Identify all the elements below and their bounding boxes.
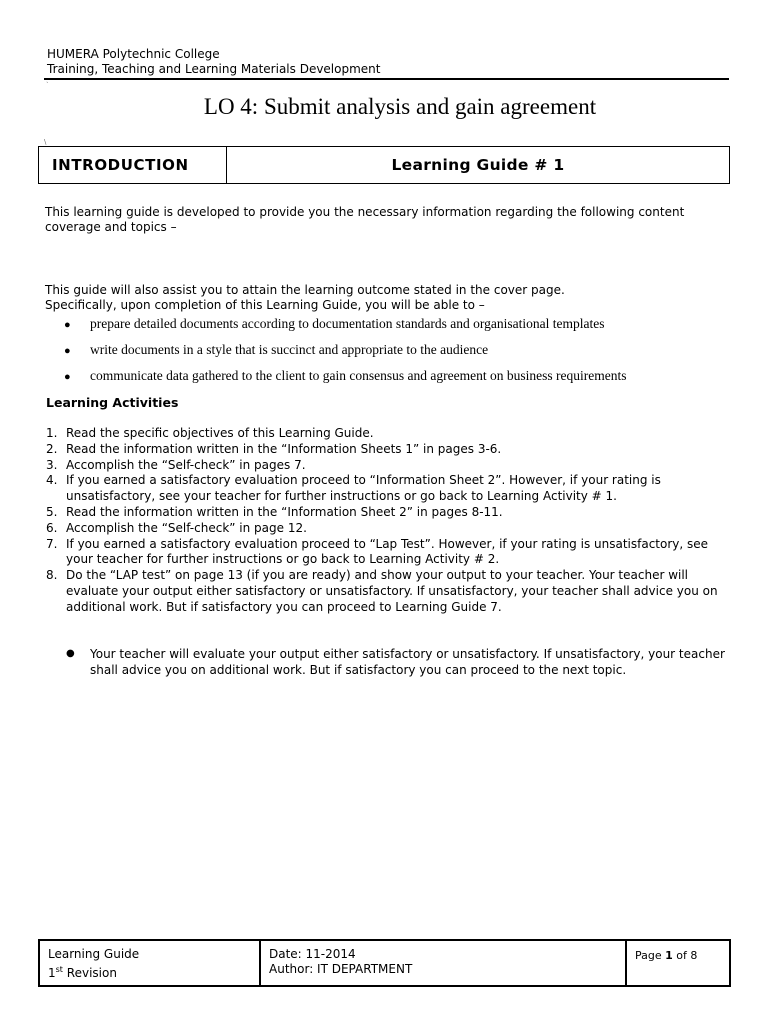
page-of: of <box>676 949 687 962</box>
footer-date: Date: 11-2014 <box>269 947 356 961</box>
learning-outcome-title: LO 4: Submit analysis and gain agreement <box>203 94 597 119</box>
item-text: Do the “LAP test” on page 13 (if you are ready) and show your output to your teacher. Your teacher will evaluate your output either satisfactory or unsatisfactory. If unsatisfactory, your teacher shall advice you on additional work. But if satisfactory you can proceed to Learning Guide 7. <box>66 568 718 614</box>
footer-guide-cell <box>40 941 261 985</box>
page-footer <box>38 939 731 987</box>
item-text: Read the information written in the “Information Sheet 2” in pages 8-11. <box>66 504 503 519</box>
footer-meta-cell <box>261 941 627 985</box>
list-item <box>46 568 736 615</box>
footer-page-cell <box>627 941 729 985</box>
section-heading: Learning Activities <box>46 395 179 410</box>
learning-outcomes-list <box>64 316 744 394</box>
list-item <box>64 368 744 394</box>
item-text: If you earned a satisfactory evaluation proceed to “Information Sheet 2”. However, if your rating is unsatisfactory, see your teacher for further instructions or go back to Learning Activity # 1. <box>66 473 661 504</box>
activities-list <box>46 426 736 616</box>
page-prefix: Page <box>635 949 662 962</box>
list-item <box>46 426 736 442</box>
item-number: 2. <box>46 441 58 456</box>
revision-suffix: st <box>55 965 63 974</box>
item-text: Accomplish the “Self-check” in page 12. <box>66 520 307 535</box>
intro-paragraph: This learning guide is developed to provide you the necessary information regarding the following content coverage and topics – <box>45 205 685 234</box>
item-number: 4. <box>46 473 58 488</box>
list-item <box>46 505 736 521</box>
document-header <box>47 47 380 77</box>
list-item <box>46 442 736 458</box>
item-number: 5. <box>46 504 58 519</box>
footer-guide-label: Learning Guide <box>48 947 140 961</box>
page-total: 8 <box>690 949 698 962</box>
header-divider <box>44 78 729 80</box>
college-name: HUMERA Polytechnic College <box>47 47 220 61</box>
outcome-text: communicate data gathered to the client to gain consensus and agreement on business requirements <box>90 368 627 383</box>
outcome-text: prepare detailed documents according to documentation standards and organisational templates <box>90 316 605 331</box>
list-item <box>64 342 744 368</box>
outcome-text: write documents in a style that is succinct and appropriate to the audience <box>90 342 489 357</box>
assist-line-2: Specifically, upon completion of this Learning Guide, you will be able to – <box>45 298 485 312</box>
item-text: Read the specific objectives of this Learning Guide. <box>66 426 374 440</box>
list-item <box>64 316 744 342</box>
bullet-icon: ● <box>64 371 71 383</box>
department-name: Training, Teaching and Learning Materials Development <box>47 62 381 76</box>
revision-word: Revision <box>66 966 117 980</box>
footer-author: Author: IT DEPARTMENT <box>269 962 413 976</box>
assist-paragraph <box>45 283 735 313</box>
list-item <box>46 458 736 474</box>
item-text: Read the information written in the “Information Sheets 1” in pages 3-6. <box>66 441 502 456</box>
item-number: 6. <box>46 520 58 535</box>
item-number: 3. <box>46 457 58 472</box>
list-item <box>46 537 736 569</box>
final-note-text: Your teacher will evaluate your output either satisfactory or unsatisfactory. If unsatisfactory, your teacher shall advice you on additional work. But if satisfactory you can proceed to the next topic. <box>90 647 725 677</box>
item-number: 8. <box>46 568 58 583</box>
bullet-icon: ● <box>66 648 75 659</box>
bullet-icon: ● <box>64 319 71 331</box>
revision-number: 1 <box>48 966 56 980</box>
page-current: 1 <box>665 949 673 962</box>
list-item <box>46 521 736 537</box>
item-number: 1. <box>46 426 58 440</box>
assist-line-1: This guide will also assist you to attain the learning outcome stated in the cover page. <box>45 283 565 297</box>
bullet-icon: ● <box>64 345 71 357</box>
intro-banner <box>38 146 730 184</box>
item-number: 7. <box>46 536 58 551</box>
intro-label: INTRODUCTION <box>39 147 227 183</box>
item-text: Accomplish the “Self-check” in pages 7. <box>66 457 306 472</box>
stray-mark: ` <box>46 82 49 89</box>
page-title <box>0 94 768 120</box>
final-note <box>66 646 736 678</box>
learning-guide-number: Learning Guide # 1 <box>391 156 565 174</box>
item-text: If you earned a satisfactory evaluation proceed to “Lap Test”. However, if your rating is unsatisfactory, see your teacher for further instructions or go back to Learning Activity # 2. <box>66 536 709 567</box>
stray-mark: \ <box>44 138 47 146</box>
footer-revision <box>48 962 251 981</box>
list-item <box>46 473 736 505</box>
